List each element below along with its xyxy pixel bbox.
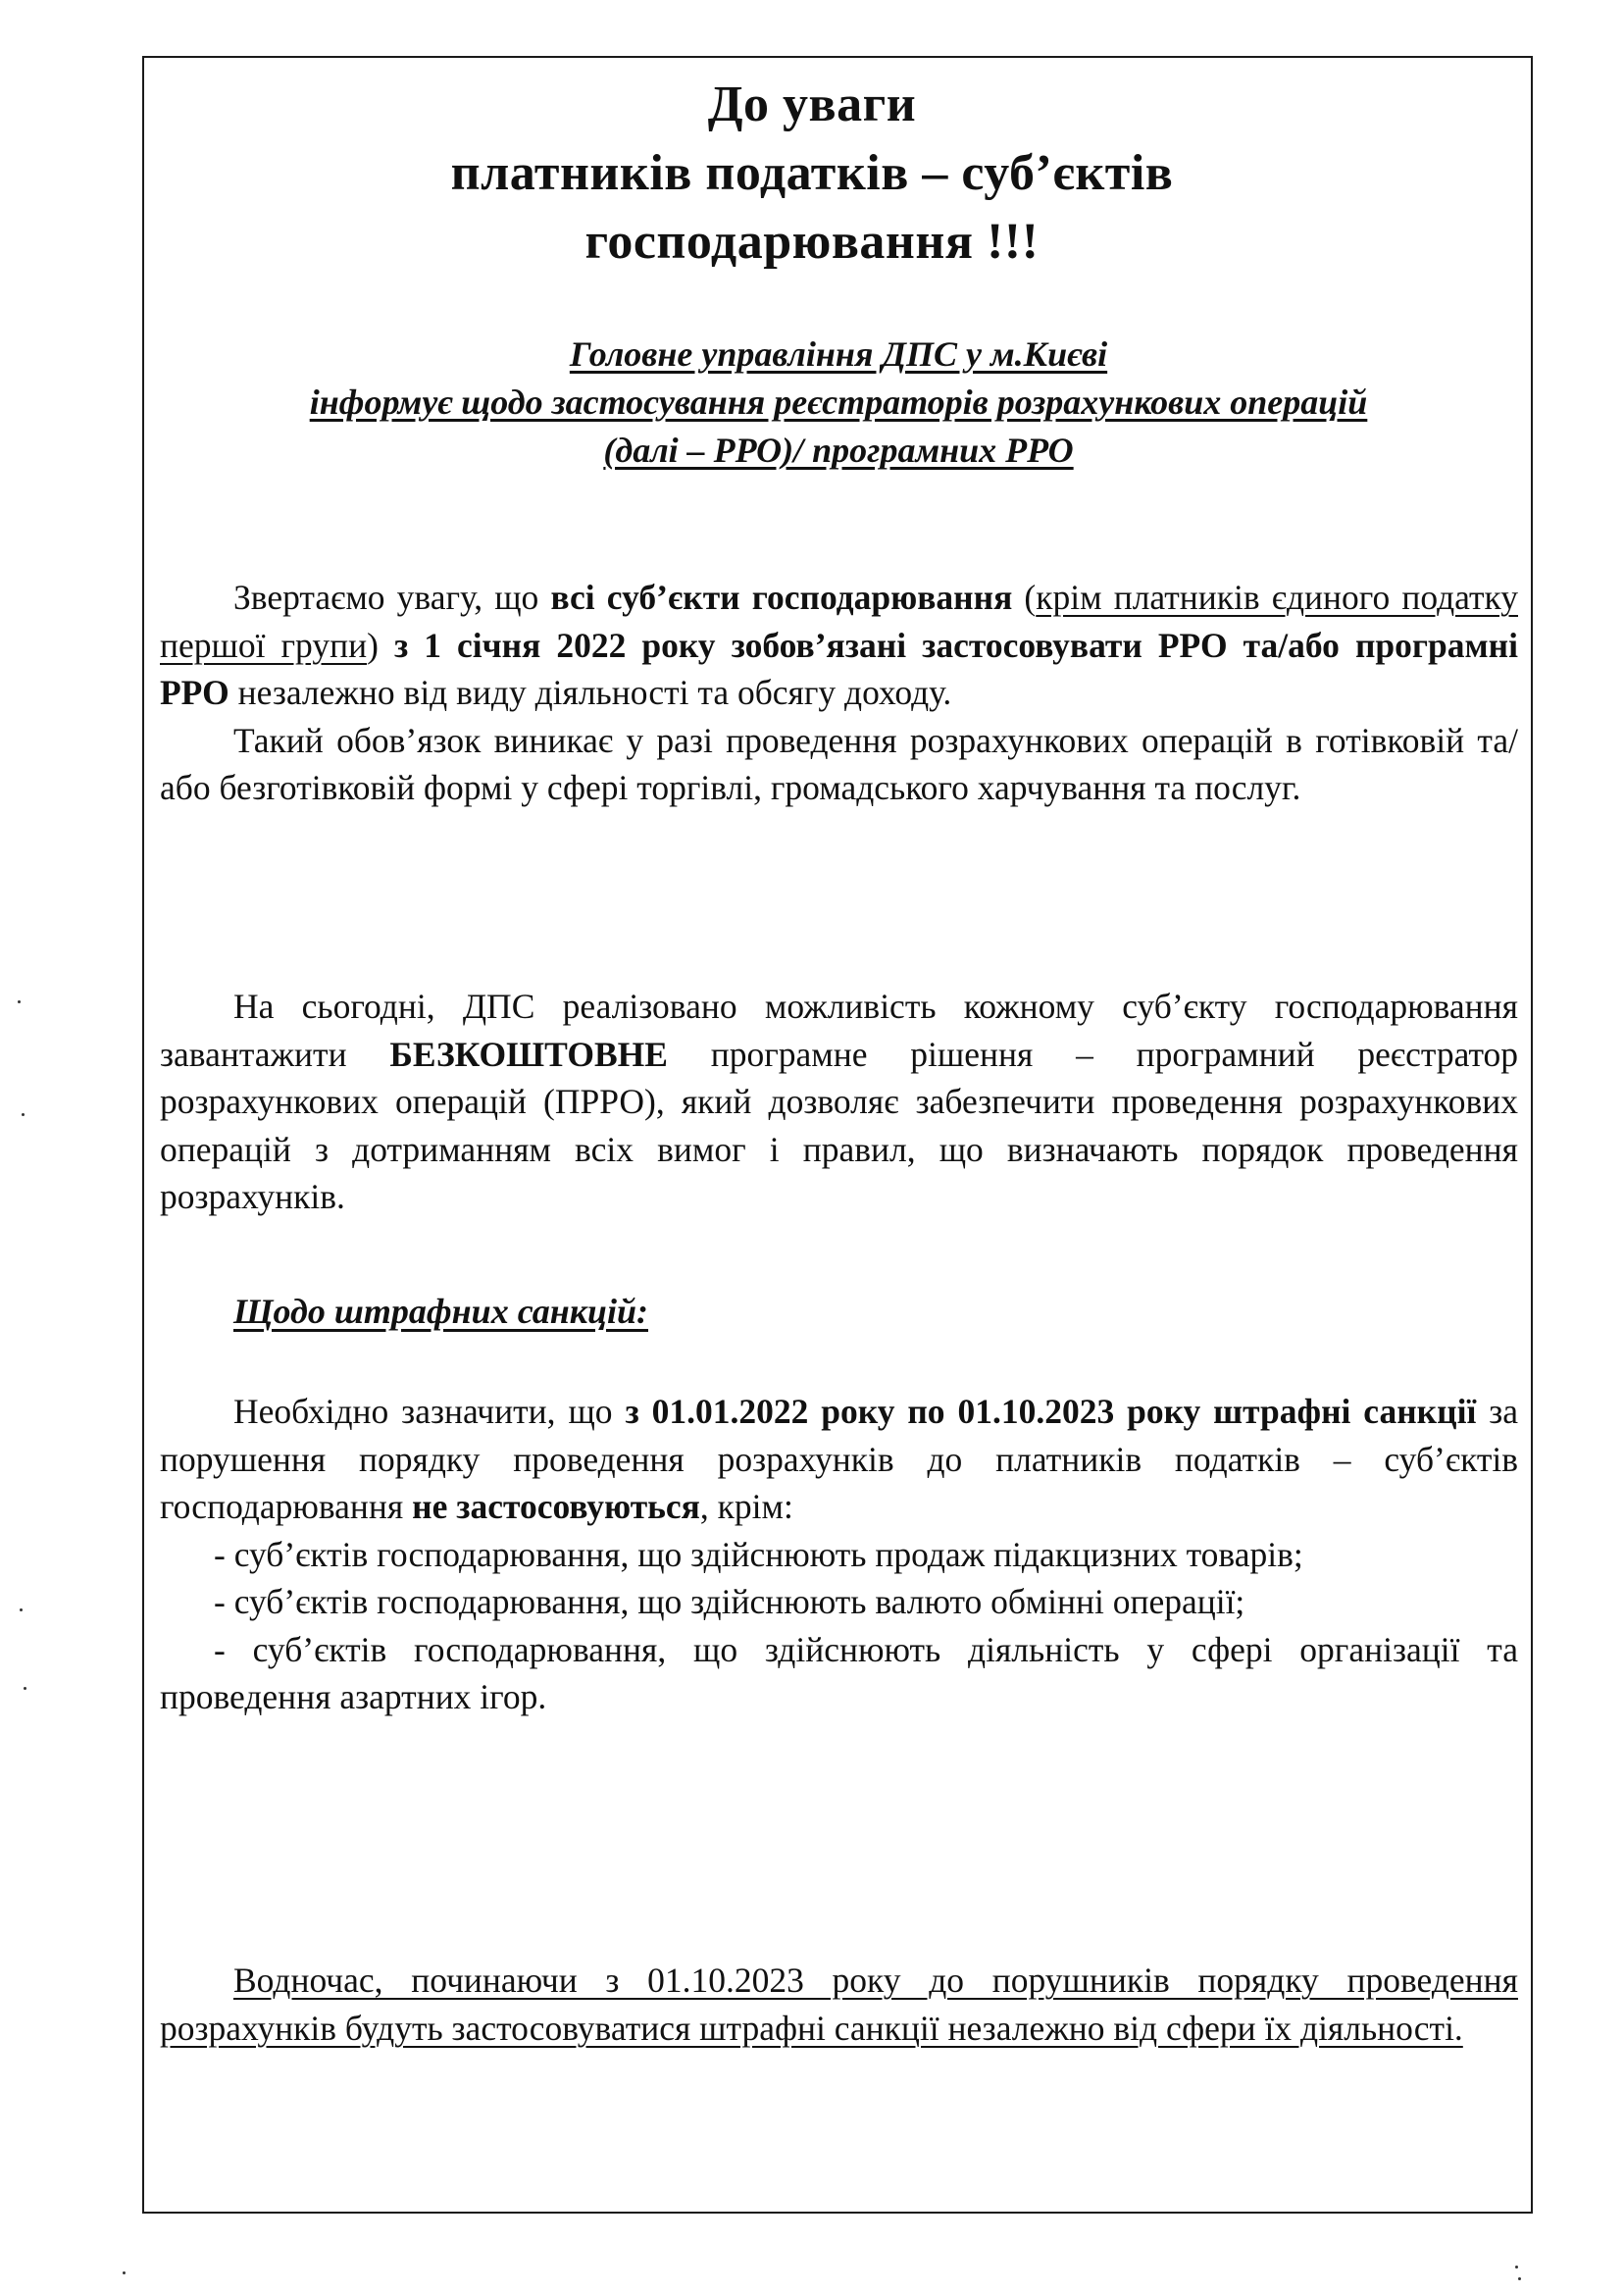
title-line-2: платників податків – суб’єктів (450, 145, 1174, 201)
bold-text: БЕЗКОШТОВНЕ (389, 1034, 668, 1074)
title-line-3: господарювання !!! (584, 214, 1040, 270)
text: програмне рішення – програмний реєстратор розрахункових операцій (ПРРО), який дозволяє забезпечити проведення розрахункових операцій з дотриманням всіх вимог і правил, що визначають порядок проведення розрахунків. (160, 1034, 1519, 1216)
paragraph-obligation (160, 574, 1518, 717)
text: ( (1012, 578, 1037, 617)
closing-section (160, 1957, 1518, 2052)
prro-section (160, 983, 1518, 1221)
text: за порушення порядку проведення розрахунків до платників податків – суб’єктів господарювання (160, 1392, 1519, 1526)
scan-speck (22, 1113, 25, 1116)
paragraph-from-october-2023: Водночас, починаючи з 01.10.2023 року до порушників порядку проведення розрахунків будуть застосовуватися штрафні санкції незалежно від сфери їх діяльності. (160, 1961, 1518, 2048)
paragraph-free-prro (160, 983, 1518, 1221)
exception-item-excise: - суб’єктів господарювання, що здійснюють продаж підакцизних товарів; (214, 1534, 1303, 1574)
paragraph-when-applies: Такий обов’язок виникає у разі проведення розрахункових операцій в готівковій та/або безготівковій формі у сфері торгівлі, громадського харчування та послуг. (160, 720, 1518, 807)
subtitle-line-3: (далі – РРО)/ програмних РРО (603, 431, 1074, 470)
text: незалежно від виду діяльності та обсягу доходу. (228, 673, 952, 712)
penalties-section (160, 1388, 1518, 1721)
exception-item-gambling: - суб’єктів господарювання, що здійснюють діяльність у сфері організації та проведення азартних ігор. (160, 1629, 1518, 1716)
text: Звертаємо увагу, що (233, 578, 551, 617)
scan-speck (123, 2271, 126, 2274)
text: Необхідно зазначити, що (233, 1392, 626, 1431)
subtitle-line-1: Головне управління ДПС у м.Києві (569, 334, 1108, 374)
underlined-text: крім платників єдиного податку першої групи (160, 578, 1518, 665)
scan-speck (20, 1608, 23, 1611)
bold-text: з 01.01.2022 року по 01.10.2023 року штрафні санкції (625, 1392, 1477, 1431)
section-heading-penalties: Щодо штрафних санкцій: (233, 1292, 648, 1331)
title-line-1: До уваги (707, 76, 917, 132)
scan-speck (1518, 2277, 1521, 2280)
exception-item-currency-exchange: - суб’єктів господарювання, що здійснюють валюто обмінні операції; (214, 1582, 1245, 1621)
bold-text: не застосовуються (412, 1487, 700, 1526)
paragraph-penalties (160, 1388, 1518, 1531)
text: ) (367, 625, 394, 665)
intro-section (160, 574, 1518, 812)
scan-speck (1515, 2266, 1518, 2269)
text: , крім: (699, 1487, 793, 1526)
subtitle (147, 331, 1530, 475)
scan-speck (18, 1000, 21, 1003)
scan-speck (24, 1687, 26, 1690)
bold-text: всі суб’єкти господарювання (550, 578, 1013, 617)
bold-text: з 1 січня 2022 року зобов’язані застосовувати РРО та/або програмні РРО (160, 625, 1518, 712)
text: На сьогодні, ДПС реалізовано можливість кожному суб’єкту господарювання завантажити (160, 987, 1518, 1074)
subtitle-line-2: інформує щодо застосування реєстраторів розрахункових операцій (309, 382, 1368, 422)
page-title (0, 71, 1624, 277)
